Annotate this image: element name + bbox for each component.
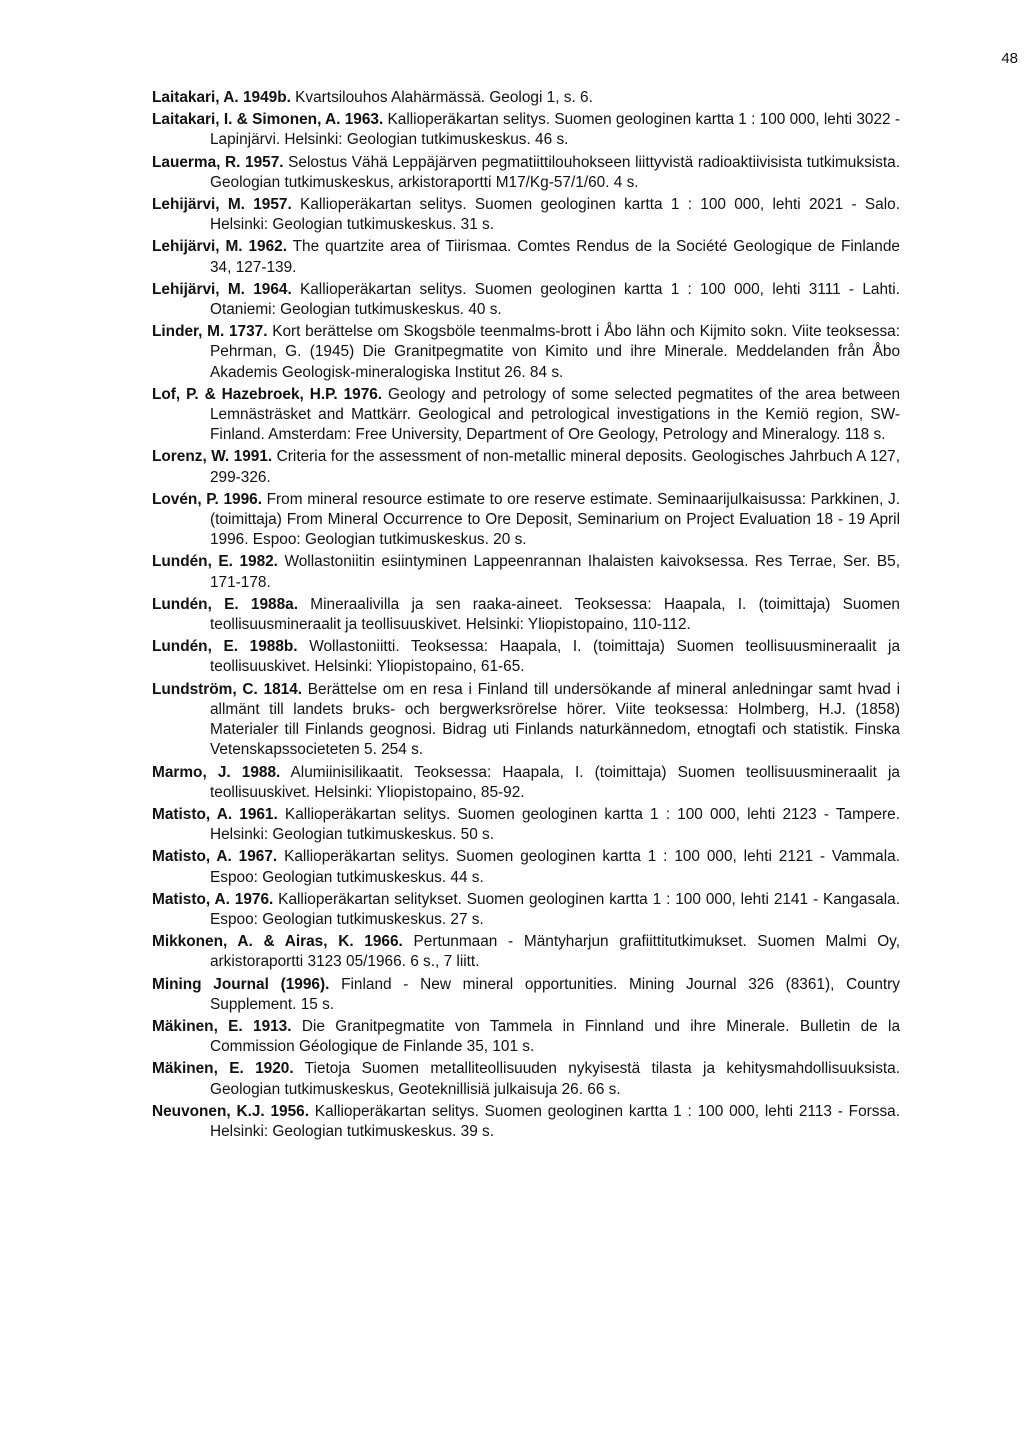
reference-entry (152, 1102, 900, 1142)
reference-author: Lehijärvi, M. 1957. (152, 196, 292, 214)
reference-author: Marmo, J. 1988. (152, 763, 281, 781)
reference-entry (152, 280, 900, 320)
reference-author: Linder, M. 1737. (152, 323, 268, 341)
reference-author: Lehijärvi, M. 1964. (152, 280, 292, 298)
reference-entry (152, 153, 900, 193)
reference-text: Kallioperäkartan selitys. Suomen geologinen kartta 1 : 100 000, lehti 2021 - Salo. Helsinki: Geologian tutkimuskeskus. 31 s. (210, 196, 900, 234)
reference-list (152, 88, 900, 1144)
reference-entry (152, 1059, 900, 1099)
reference-text: Finland - New mineral opportunities. Mining Journal 326 (8361), Country Supplement. 15 s. (210, 975, 900, 1013)
reference-text: Tietoja Suomen metalliteollisuuden nykyisestä tilasta ja kehitysmahdollisuuksista. Geologian tutkimuskeskus, Geoteknillisiä julkaisuja 26. 66 s. (210, 1060, 900, 1098)
reference-text: Criteria for the assessment of non-metallic mineral deposits. Geologisches Jahrbuch A 127, 299-326. (210, 448, 901, 486)
reference-author: Mikkonen, A. & Airas, K. 1966. (152, 933, 403, 951)
reference-author: Laitakari, I. & Simonen, A. 1963. (152, 111, 384, 129)
reference-author: Mining Journal (1996). (152, 975, 330, 993)
reference-text: Geology and petrology of some selected pegmatites of the area between Lemnästräsket and Mattkärr. Geological and petrological investigations in the Kemiö region, SW-Finland. Amsterdam: Free University, Department of Ore Geology, Petrology and Mineralogy. 118 s. (210, 385, 900, 444)
reference-author: Lundén, E. 1982. (152, 553, 278, 571)
reference-author: Lof, P. & Hazebroek, H.P. 1976. (152, 385, 383, 403)
reference-entry (152, 195, 900, 235)
reference-text: Berättelse om en resa i Finland till undersökande af mineral anledningar samt hvad i allmänt till landets bruks- och bergwerksrörelse hörer. Viite teoksessa: Holmberg, H.J. (1858) Materialer till Finlands geognosi. Bidrag uti Finlands naturkännedom, etnogtafi och statistik. Finska Vetenskapssocieteten 5. 254 s. (210, 680, 900, 759)
reference-author: Lehijärvi, M. 1962. (152, 238, 288, 256)
reference-entry (152, 890, 900, 930)
reference-author: Mäkinen, E. 1920. (152, 1060, 294, 1078)
reference-author: Lundström, C. 1814. (152, 680, 303, 698)
reference-entry (152, 447, 900, 487)
reference-entry (152, 552, 900, 592)
reference-text: Kallioperäkartan selitys. Suomen geologinen kartta 1 : 100 000, lehti 2123 - Tampere. Helsinki: Geologian tutkimuskeskus. 50 s. (210, 805, 901, 844)
reference-text: Kallioperäkartan selitys. Suomen geologinen kartta 1 : 100 000, lehti 2113 - Forssa. Helsinki: Geologian tutkimuskeskus. 39 s. (210, 1102, 900, 1140)
reference-entry (152, 680, 900, 761)
reference-text: Kallioperäkartan selitykset. Suomen geologinen kartta 1 : 100 000, lehti 2141 - Kangasala. Espoo: Geologian tutkimuskeskus. 27 s. (210, 890, 900, 928)
reference-text: Mineraalivilla ja sen raaka-aineet. Teoksessa: Haapala, I. (toimittaja) Suomen teollisuusmineraalit ja teollisuuskivet. Helsinki: Yliopistopaino, 110-112. (210, 595, 900, 634)
reference-text: Kallioperäkartan selitys. Suomen geologinen kartta 1 : 100 000, lehti 3111 - Lahti. Otaniemi: Geologian tutkimuskeskus. 40 s. (210, 280, 900, 319)
reference-entry (152, 595, 900, 635)
reference-entry (152, 237, 900, 277)
reference-author: Lauerma, R. 1957. (152, 153, 284, 171)
reference-text: Kallioperäkartan selitys. Suomen geologinen kartta 1 : 100 000, lehti 3022 - Lapinjärvi. Helsinki: Geologian tutkimuskeskus. 46 s. (210, 111, 901, 149)
reference-text: Kort berättelse om Skogsböle teenmalms-brott i Åbo lähn och Kijmito sokn. Viite teoksessa: Pehrman, G. (1945) Die Granitpegmatite von Kimito und ihre Minerale. Meddelanden från Åbo Akademis Geologisk-mineralogiska Institut 26. 84 s. (210, 323, 900, 381)
page-number: 48 (1001, 50, 1018, 67)
reference-text: Wollastoniitti. Teoksessa: Haapala, I. (toimittaja) Suomen teollisuusmineraalit ja teollisuuskivet. Helsinki: Yliopistopaino, 61-65. (210, 638, 900, 676)
reference-author: Mäkinen, E. 1913. (152, 1017, 292, 1035)
reference-author: Lundén, E. 1988a. (152, 595, 298, 613)
reference-author: Lundén, E. 1988b. (152, 638, 298, 656)
reference-entry (152, 932, 900, 972)
reference-entry (152, 88, 900, 108)
reference-author: Matisto, A. 1976. (152, 890, 274, 908)
reference-text: Pertunmaan - Mäntyharjun grafiittitutkimukset. Suomen Malmi Oy, arkistoraportti 3123 05/1966. 6 s., 7 liitt. (210, 933, 900, 971)
reference-entry (152, 847, 900, 887)
reference-entry (152, 763, 900, 803)
reference-text: Die Granitpegmatite von Tammela in Finnland und ihre Minerale. Bulletin de la Commission Géologique de Finlande 35, 101 s. (210, 1017, 901, 1056)
reference-text: From mineral resource estimate to ore reserve estimate. Seminaarijulkaisussa: Parkkinen, J. (toimittaja) From Mineral Occurrence to Ore Deposit, Seminarium on Project Evaluation 18 - 19 April 1996. Espoo: Geologian tutkimuskeskus. 20 s. (210, 490, 900, 549)
reference-author: Neuvonen, K.J. 1956. (152, 1102, 310, 1120)
reference-text: Kallioperäkartan selitys. Suomen geologinen kartta 1 : 100 000, lehti 2121 - Vammala. Espoo: Geologian tutkimuskeskus. 44 s. (210, 848, 900, 886)
reference-text: The quartzite area of Tiirismaa. Comtes Rendus de la Société Geologique de Finlande 34, 127-139. (210, 238, 900, 276)
reference-entry (152, 805, 900, 845)
reference-entry (152, 110, 900, 150)
reference-entry (152, 975, 900, 1015)
reference-author: Lorenz, W. 1991. (152, 448, 273, 466)
reference-text: Alumiinisilikaatit. Teoksessa: Haapala, I. (toimittaja) Suomen teollisuusmineraalit ja teollisuuskivet. Helsinki: Yliopistopaino, 85-92. (210, 763, 900, 801)
reference-text: Wollastoniitin esiintyminen Lappeenrannan Ihalaisten kaivoksessa. Res Terrae, Ser. B5, 171-178. (210, 553, 900, 591)
reference-entry (152, 322, 900, 383)
reference-author: Laitakari, A. 1949b. (152, 89, 291, 106)
reference-author: Matisto, A. 1961. (152, 805, 278, 823)
reference-author: Matisto, A. 1967. (152, 848, 278, 866)
reference-entry (152, 385, 900, 446)
reference-entry (152, 490, 900, 551)
reference-author: Lovén, P. 1996. (152, 490, 262, 508)
reference-text: Kvartsilouhos Alahärmässä. Geologi 1, s. 6. (290, 89, 593, 106)
reference-entry (152, 637, 900, 677)
reference-text: Selostus Vähä Leppäjärven pegmatiittilouhokseen liittyvistä radioaktiivisista tutkimuksista. Geologian tutkimuskeskus, arkistoraportti M17/Kg-57/1/60. 4 s. (210, 153, 900, 191)
reference-entry (152, 1017, 900, 1057)
